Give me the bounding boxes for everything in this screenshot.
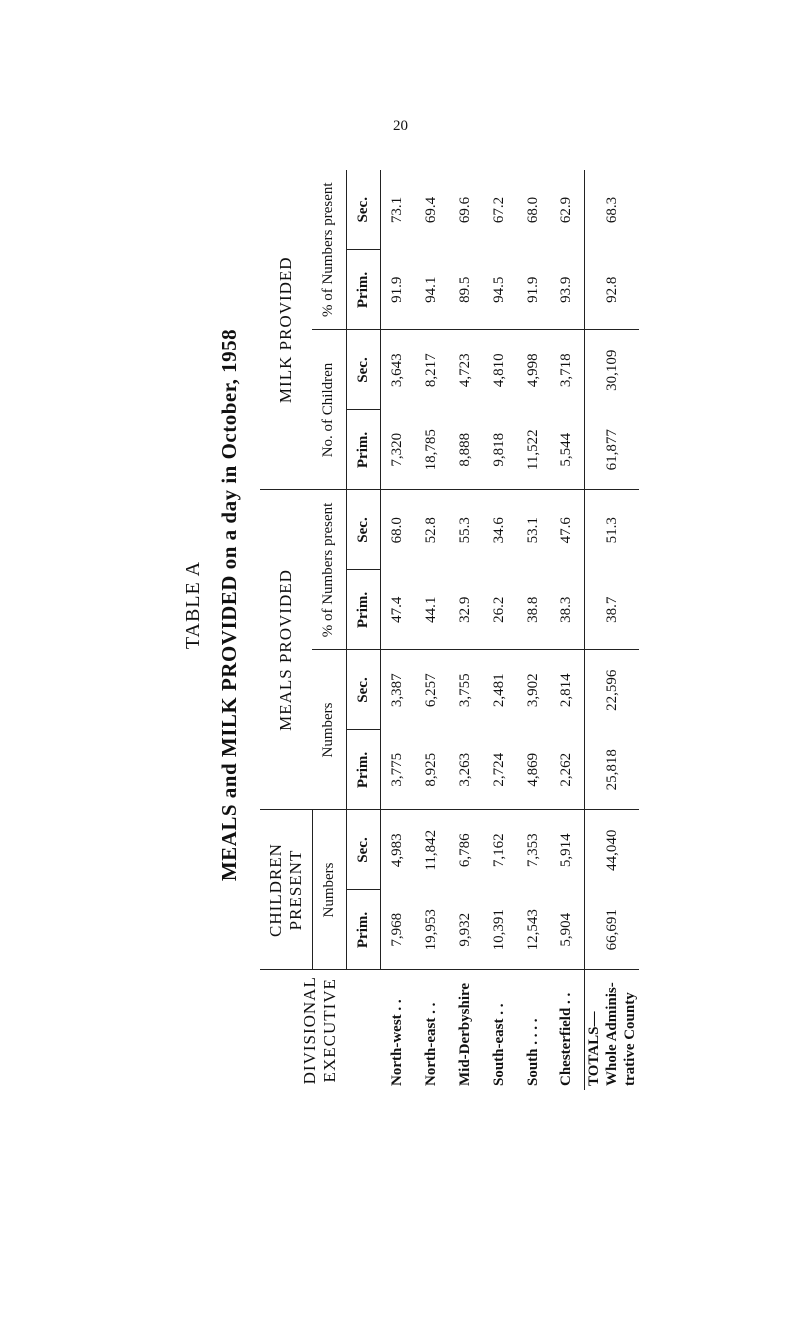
col-mn-prim: Prim. [346, 730, 380, 810]
col-mp-sec: Sec. [346, 490, 380, 570]
total-cell: 61,877 [584, 410, 639, 490]
cell: 69.4 [422, 196, 439, 224]
cell: 4,998 [524, 353, 541, 388]
col-kp-sec: Sec. [346, 170, 380, 250]
cell: 38.8 [516, 570, 550, 650]
cell: 93.9 [550, 250, 584, 330]
table-row [414, 170, 448, 1090]
total-cell: 68.3 [584, 170, 639, 250]
table-caption: MEALS and MILK PROVIDED on a day in October, 1958 [217, 328, 241, 882]
header-milk-provided: MILK PROVIDED [260, 170, 312, 490]
cell: 4,723 [456, 353, 473, 388]
cell: 67.2 [490, 196, 507, 224]
col-kn-sec: Sec. [346, 330, 380, 410]
cell: 10,391 [482, 890, 516, 970]
cell: 69.6 [456, 196, 473, 224]
cell: 2,724 [482, 730, 516, 810]
header-meals-pct: % of Numbers present [312, 490, 346, 650]
cell: 2,814 [558, 673, 575, 708]
col-kn-prim: Prim. [346, 410, 380, 490]
rotated-table-wrapper [260, 170, 638, 1090]
cell: 89.5 [448, 250, 482, 330]
cell: 7,968 [380, 890, 414, 970]
cell: 62.9 [558, 196, 575, 224]
cell: 18,785 [414, 410, 448, 490]
total-cell: 38.7 [584, 570, 639, 650]
header-division: DIVISIONAL EXECUTIVE [300, 976, 339, 1085]
totals-label-line: trative County [621, 992, 638, 1086]
total-cell: 51.3 [584, 490, 639, 570]
cell: 5,904 [550, 890, 584, 970]
totals-row [584, 170, 639, 1090]
cell: 38.3 [550, 570, 584, 650]
table-row [516, 170, 550, 1090]
cell: 3,902 [524, 673, 541, 708]
cell: 4,869 [516, 730, 550, 810]
cell: 5,544 [550, 410, 584, 490]
cell: 2,262 [550, 730, 584, 810]
cell: 34.6 [490, 517, 507, 544]
cell: 11,842 [422, 829, 439, 871]
meals-milk-table [260, 170, 639, 1090]
total-cell: 25,818 [584, 730, 639, 810]
totals-label-line: Whole Adminis- [603, 982, 620, 1086]
cell: 68.0 [388, 517, 405, 544]
header-meals-provided: MEALS PROVIDED [260, 490, 312, 810]
header-milk-children: No. of Children [312, 330, 346, 490]
cell: 3,387 [388, 673, 405, 708]
cell: 8,925 [414, 730, 448, 810]
cell: 68.0 [524, 196, 541, 224]
cell: 44.1 [414, 570, 448, 650]
total-cell: 22,596 [584, 650, 639, 730]
cell: 26.2 [482, 570, 516, 650]
cell: 3,775 [380, 730, 414, 810]
cell: 73.1 [388, 196, 405, 224]
cell: 3,263 [448, 730, 482, 810]
cell: 3,718 [558, 353, 575, 388]
table-row [448, 170, 482, 1090]
cell: 47.6 [558, 517, 575, 544]
cell: 91.9 [516, 250, 550, 330]
totals-label-line: TOTALS— [585, 1011, 602, 1086]
col-mp-prim: Prim. [346, 570, 380, 650]
cell: 94.1 [414, 250, 448, 330]
header-milk-pct: % of Numbers present [312, 170, 346, 330]
cell: 9,932 [448, 890, 482, 970]
row-name: North-east . . [422, 1002, 439, 1086]
table-row [482, 170, 516, 1090]
cell: 3,755 [456, 673, 473, 708]
row-name: Chesterfield . . [558, 992, 575, 1086]
cell: 2,481 [490, 673, 507, 708]
total-cell: 44,040 [584, 810, 639, 890]
cell: 6,786 [456, 833, 473, 868]
cell: 11,522 [516, 410, 550, 490]
cell: 8,888 [448, 410, 482, 490]
cell: 4,983 [388, 833, 405, 868]
cell: 7,162 [490, 833, 507, 868]
cell: 5,914 [558, 833, 575, 868]
cell: 91.9 [380, 250, 414, 330]
header-children-present: CHILDREN PRESENT [260, 810, 312, 970]
col-kp-prim: Prim. [346, 250, 380, 330]
row-name: South-east . . [490, 1003, 507, 1086]
col-mn-sec: Sec. [346, 650, 380, 730]
table-label: TABLE A [182, 560, 204, 650]
header-cp-numbers: Numbers [312, 810, 346, 970]
cell: 8,217 [422, 353, 439, 388]
header-meals-numbers: Numbers [312, 650, 346, 810]
cell: 19,953 [414, 890, 448, 970]
table-row [550, 170, 584, 1090]
totals-label [584, 970, 639, 1090]
cell: 3,643 [388, 353, 405, 388]
cell: 4,810 [490, 353, 507, 388]
cell: 6,257 [422, 673, 439, 708]
row-name: South . . . . [524, 1018, 541, 1086]
row-name: Mid-Derbyshire [456, 982, 473, 1086]
table-row [380, 170, 414, 1090]
cell: 7,320 [380, 410, 414, 490]
cell: 9,818 [482, 410, 516, 490]
cell: 7,353 [524, 833, 541, 868]
total-cell: 30,109 [584, 330, 639, 410]
cell: 12,543 [516, 890, 550, 970]
cell: 47.4 [380, 570, 414, 650]
total-cell: 92.8 [584, 250, 639, 330]
col-cp-prim: Prim. [346, 890, 380, 970]
cell: 94.5 [482, 250, 516, 330]
cell: 55.3 [456, 517, 473, 544]
cell: 52.8 [422, 517, 439, 544]
total-cell: 66,691 [584, 890, 639, 970]
table-title [175, 265, 247, 945]
row-name: North-west . . [388, 999, 405, 1086]
cell: 53.1 [524, 517, 541, 544]
col-cp-sec: Sec. [346, 810, 380, 890]
page-number: 20 [393, 118, 408, 134]
cell: 32.9 [448, 570, 482, 650]
